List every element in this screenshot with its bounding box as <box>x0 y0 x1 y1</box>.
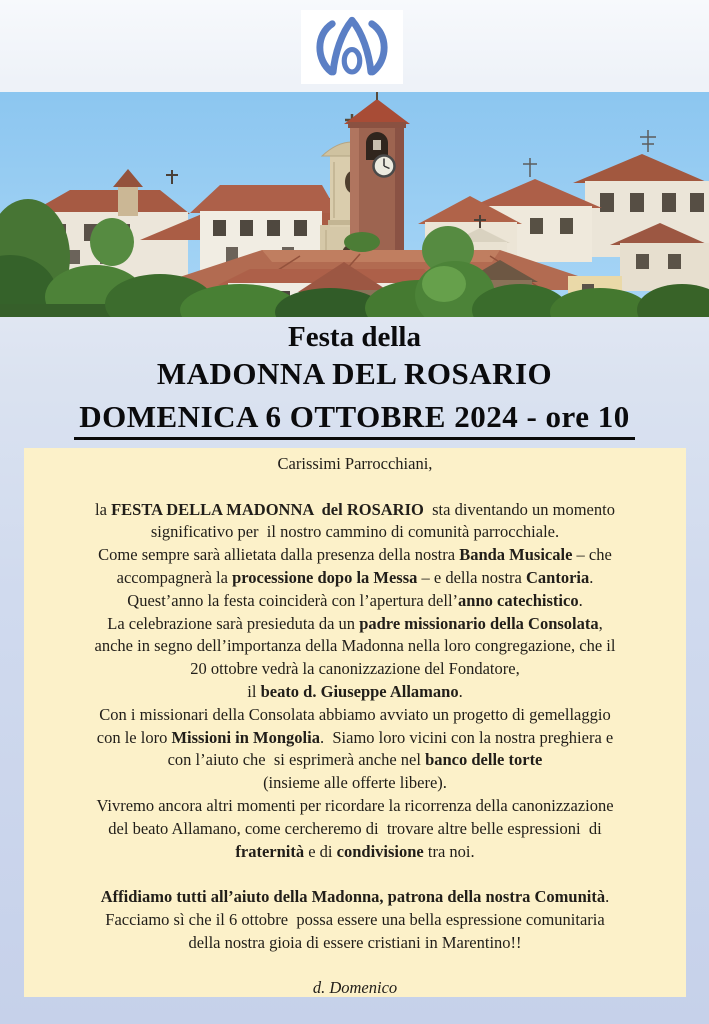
letter-line: accompagnerà la processione dopo la Messa – e della nostra Cantoria. <box>116 567 594 587</box>
letter-line: significativo per il nostro cammino di comunità parrocchiale. <box>150 522 560 542</box>
letter-line <box>34 955 676 978</box>
letter-line: Come sempre sarà allietata dalla presenza della nostra Banda Musicale – che <box>98 545 612 565</box>
title-block <box>0 320 709 440</box>
letter-line <box>34 863 676 886</box>
title-line-3: DOMENICA 6 OTTOBRE 2024 - ore 10 <box>74 399 635 440</box>
letter-line: anche in segno dell’importanza della Madonna nella loro congregazione, che il <box>94 636 616 656</box>
letter-line: con le loro Missioni in Mongolia. Siamo loro vicini con la nostra preghiera e <box>96 727 614 747</box>
letter-line: Affidiamo tutti all’aiuto della Madonna, patrona della nostra Comunità. <box>100 887 610 907</box>
title-line-1: Festa della <box>288 321 421 353</box>
letter-line: il beato d. Giuseppe Allamano. <box>247 681 463 701</box>
letter-line: fraternità e di condivisione tra noi. <box>235 841 475 861</box>
letter-body <box>34 453 676 1000</box>
letter-line: Vivremo ancora altri momenti per ricordare la ricorrenza della canonizzazione <box>96 795 614 815</box>
letter-line: del beato Allamano, come cercheremo di trovare altre belle espressioni di <box>108 818 602 838</box>
marian-monogram-icon <box>309 16 395 78</box>
title-line-2: MADONNA DEL ROSARIO <box>156 356 553 391</box>
letter-line: Carissimi Parrocchiani, <box>277 454 433 473</box>
letter-line: La celebrazione sarà presieduta da un padre missionario della Consolata, <box>107 613 603 633</box>
parish-logo <box>301 10 403 84</box>
letter-line: Con i missionari della Consolata abbiamo avviato un progetto di gemellaggio <box>99 704 611 724</box>
letter-line <box>34 476 676 499</box>
letter-line: la FESTA DELLA MADONNA del ROSARIO sta diventando un momento <box>95 499 615 519</box>
letter-line: d. Domenico <box>312 978 398 998</box>
letter-line: Facciamo sì che il 6 ottobre possa essere una bella espressione comunitaria <box>105 909 605 929</box>
letter-line: Quest’anno la festa coinciderà con l’apertura dell’anno catechistico. <box>127 590 583 610</box>
letter-line: (insieme alle offerte libere). <box>263 773 447 793</box>
letter-line: 20 ottobre vedrà la canonizzazione del Fondatore, <box>190 659 520 679</box>
letter-line: con l’aiuto che si esprimerà anche nel banco delle torte <box>167 750 543 770</box>
village-photo <box>0 92 709 317</box>
letter-box <box>24 448 686 997</box>
tower-clock <box>374 156 395 177</box>
letter-line: della nostra gioia di essere cristiani in Marentino!! <box>188 932 522 952</box>
